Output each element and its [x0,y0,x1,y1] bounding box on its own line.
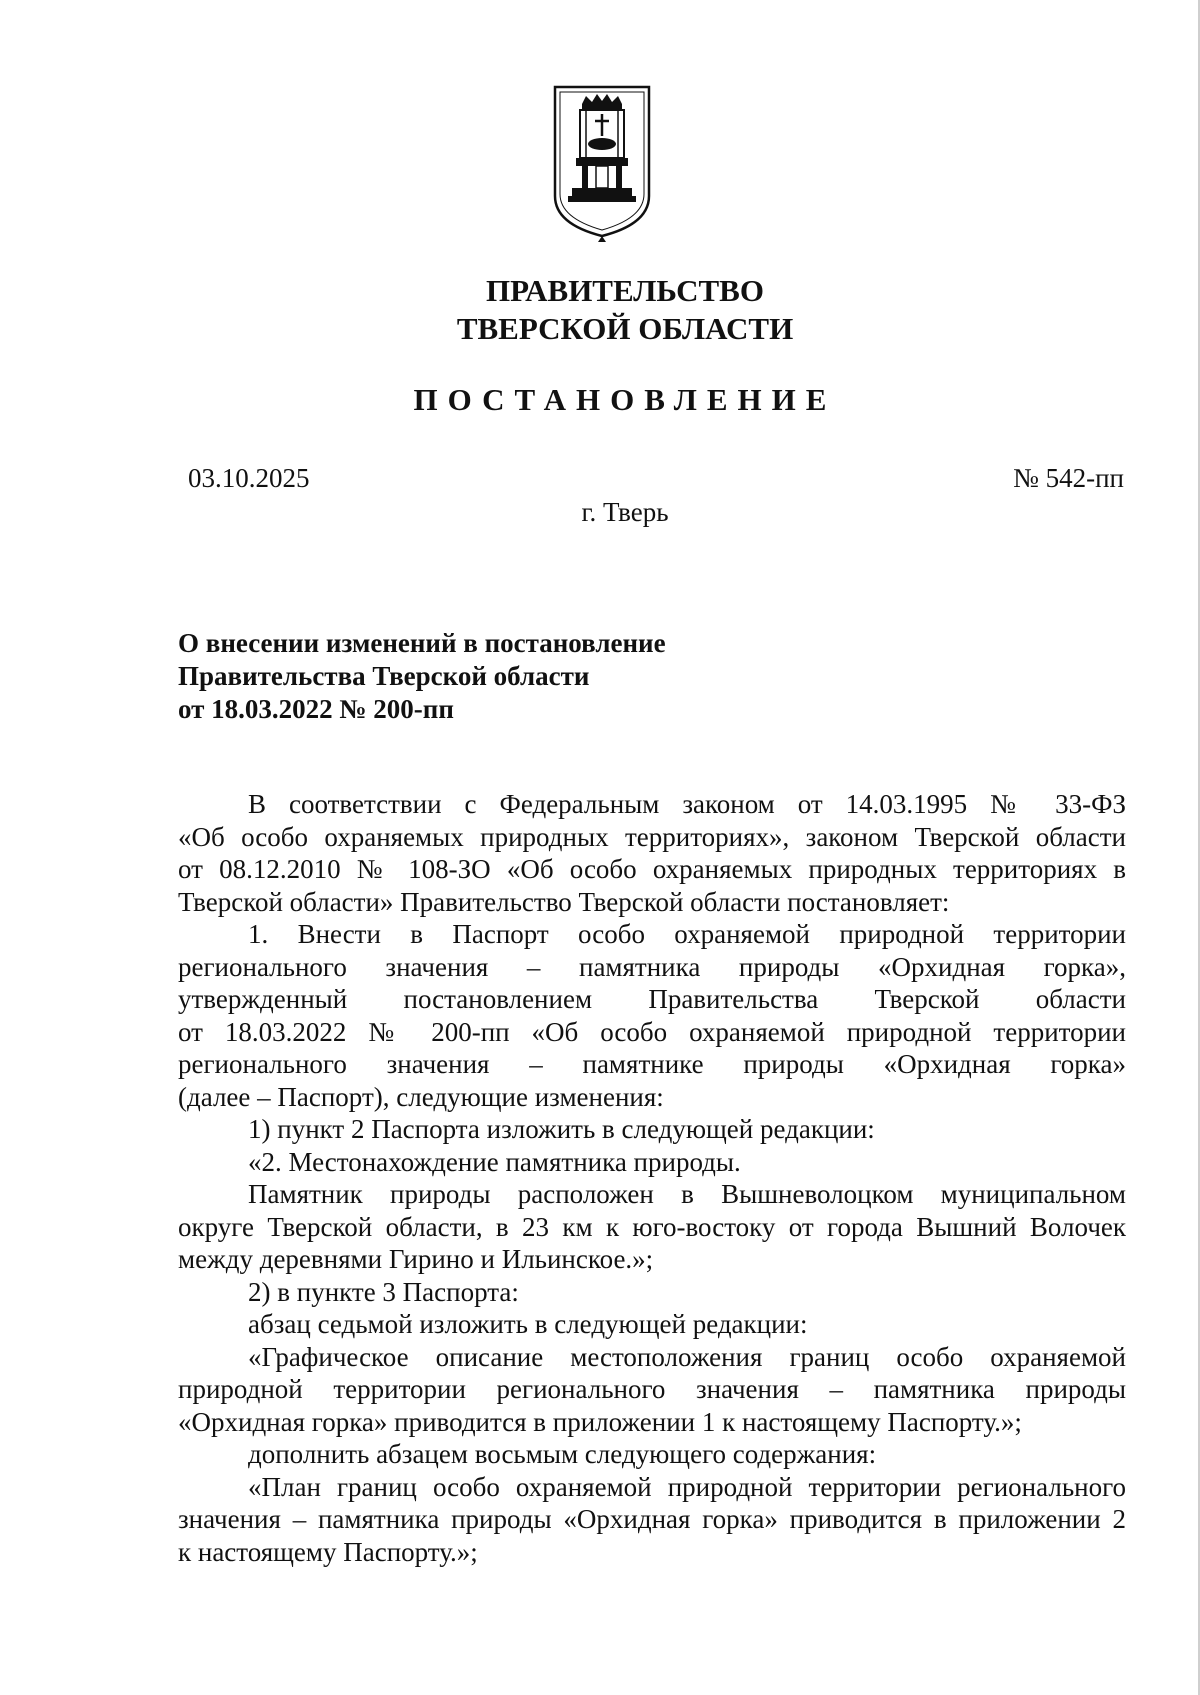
body-paragraph [178,1146,1126,1179]
body-line: Памятник природы расположен в Вышневолоцком муниципальном [248,1179,1126,1209]
document-type-heading: ПОСТАНОВЛЕНИЕ [413,382,837,417]
body-line: регионального значения – памятника природы «Орхидная горка», [178,951,1126,982]
body-paragraph [178,1438,1126,1471]
document-city: г. Тверь [581,497,669,527]
body-line: природной территории регионального значения – памятника природы [178,1374,1126,1404]
body-line: между деревнями Гирино и Ильинское.»; [178,1244,654,1274]
body-line: от 18.03.2022 № 200-пп «Об особо охраняемой природной территории [178,1016,1126,1047]
document-date: 03.10.2025 [188,463,310,493]
body-line: значения – памятника природы «Орхидная горка» приводится в приложении 2 [178,1504,1126,1534]
subject-line: О внесении изменений в постановление [178,628,666,658]
subject-line: от 18.03.2022 № 200-пп [178,694,454,724]
body-paragraph [178,1113,1126,1146]
body-line: 2) в пункте 3 Паспорта: [248,1276,519,1307]
body-paragraph [178,918,1126,1113]
body-paragraph [178,1276,1126,1309]
body-line: В соответствии с Федеральным законом от 14.03.1995 № 33-ФЗ [248,789,1126,819]
body-line: абзац седьмой изложить в следующей редакции: [248,1309,808,1339]
body-line: дополнить абзацем восьмым следующего содержания: [248,1439,877,1469]
document-subject [178,627,666,726]
subject-line: Правительства Тверской области [178,661,590,691]
body-paragraph [178,1308,1126,1341]
body-paragraph [178,1471,1126,1569]
body-line: «Графическое описание местоположения границ особо охраняемой [248,1341,1126,1372]
body-line: «Орхидная горка» приводится в приложении 1 к настоящему Паспорту.»; [178,1406,1022,1437]
body-line: от 08.12.2010 № 108-ЗО «Об особо охраняемых природных территориях в [178,854,1126,884]
document-number: № 542-пп [1013,463,1124,493]
body-line: к настоящему Паспорту.»; [178,1536,478,1567]
body-line: «Об особо охраняемых природных территориях», законом Тверской области [178,821,1126,852]
body-line: «2. Местонахождение памятника природы. [248,1146,741,1177]
government-title-line2: ТВЕРСКОЙ ОБЛАСТИ [456,311,794,346]
body-line: 1. Внести в Паспорт особо охраняемой природной территории [248,919,1126,949]
body-line: Тверской области» Правительство Тверской области постановляет: [178,886,950,917]
body-paragraph [178,1341,1126,1439]
body-line: утвержденный постановлением Правительства Тверской области [178,984,1126,1014]
coat-of-arms-emblem [552,84,652,242]
body-paragraph [178,788,1126,918]
body-line: округе Тверской области, в 23 км к юго-востоку от города Вышний Волочек [178,1211,1126,1242]
body-paragraph [178,1178,1126,1276]
body-line: 1) пункт 2 Паспорта изложить в следующей редакции: [248,1114,875,1144]
government-title-line1: ПРАВИТЕЛЬСТВО [486,273,764,308]
body-line: регионального значения – памятнике природы «Орхидная горка» [178,1049,1126,1079]
document-body [178,788,1126,1568]
body-line: «План границ особо охраняемой природной территории регионального [248,1471,1126,1502]
body-line: (далее – Паспорт), следующие изменения: [178,1081,664,1112]
